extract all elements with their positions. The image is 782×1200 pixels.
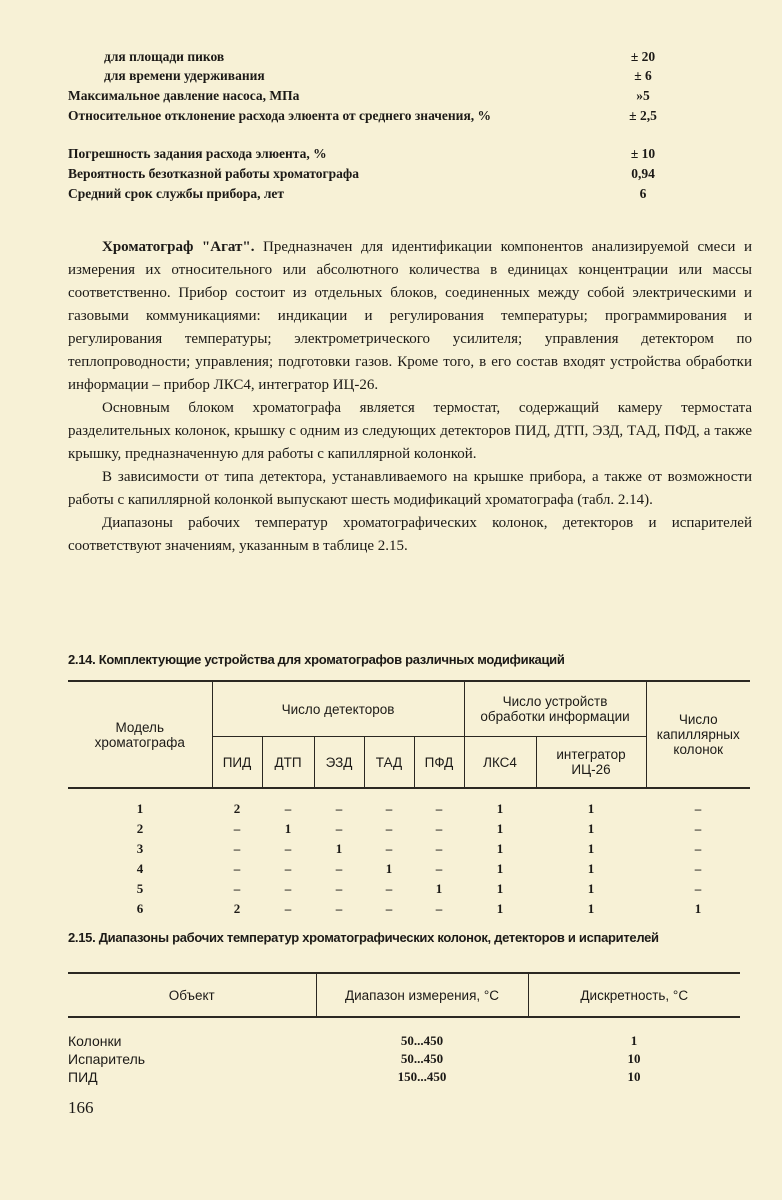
paragraph: В зависимости от типа детектора, устанавливаемого на крышке прибора, а также от возможности работы с капиллярной колонкой выпускают шесть модификаций хроматографа (табл. 2.14). — [68, 469, 752, 508]
table-row — [68, 1032, 740, 1050]
cell: 1 — [496, 901, 504, 916]
body-text — [68, 236, 752, 558]
cell: – — [694, 821, 702, 836]
paragraph — [68, 236, 752, 397]
col-header-detectors: Число детекторов — [212, 681, 464, 737]
paragraph-text: Предназначен для идентификации компонентов анализируемой смеси и измерения их относительного или абсолютного количества в единицах концентрации или массы соответственно. Прибор состоит из отдельных блоков, соединенных между собой электрическими и газовыми коммуникациями: индикации и регулирования температуры; программирования и регулирования температуры; электрометрического усилителя; управления детектором по теплопроводности; управления; подготовки газов. Кроме того, в его состав входят устройства обработки информации – прибор ЛКС4, интегратор ИЦ-26. — [68, 239, 752, 393]
col-header-pid: ПИД — [212, 737, 262, 789]
cell: 1 — [335, 841, 343, 856]
cell: – — [335, 801, 343, 816]
col-header-object: Объект — [68, 973, 316, 1017]
cell: 1 — [587, 841, 595, 856]
cell: – — [385, 841, 393, 856]
spec-label: для времени удерживания — [104, 68, 265, 83]
cell-object: Испаритель — [68, 1051, 146, 1067]
cell: 1 — [587, 801, 595, 816]
cell-model: 3 — [136, 841, 144, 856]
cell: – — [284, 841, 292, 856]
cell: – — [694, 801, 702, 816]
cell: 1 — [630, 1033, 638, 1048]
col-header-pfd: ПФД — [414, 737, 464, 789]
cell: 1 — [385, 861, 393, 876]
cell: – — [385, 821, 393, 836]
table-row — [68, 899, 750, 919]
cell-model: 6 — [136, 901, 144, 916]
cell: – — [385, 881, 393, 896]
table-row — [68, 839, 750, 859]
cell-model: 5 — [136, 881, 144, 896]
cell: – — [435, 861, 443, 876]
cell: – — [335, 861, 343, 876]
cell-model: 2 — [136, 821, 144, 836]
cell: 1 — [496, 881, 504, 896]
col-header-ic26: интегратор ИЦ-26 — [536, 737, 646, 789]
page-number: 166 — [68, 1098, 94, 1117]
spec-value: »5 — [636, 88, 650, 103]
table-row — [68, 1050, 740, 1068]
cell: – — [435, 901, 443, 916]
col-header-model: Модель хроматографа — [68, 681, 212, 788]
cell: 50...450 — [400, 1033, 444, 1048]
paragraph: Диапазоны рабочих температур хроматографических колонок, детекторов и испарителей соответствуют значениям, указанным в таблице 2.15. — [68, 515, 752, 554]
table-2-14 — [68, 680, 750, 919]
cell: – — [284, 861, 292, 876]
cell: 1 — [587, 881, 595, 896]
spec-value: 0,94 — [631, 166, 655, 181]
cell: – — [335, 881, 343, 896]
cell: 2 — [233, 801, 241, 816]
col-header-tad: ТАД — [364, 737, 414, 789]
cell: 1 — [435, 881, 443, 896]
spec-label: Погрешность задания расхода элюента, % — [68, 146, 327, 161]
cell: – — [435, 801, 443, 816]
cell: – — [694, 841, 702, 856]
cell: – — [335, 901, 343, 916]
cell-model: 1 — [136, 801, 144, 816]
cell: – — [284, 801, 292, 816]
col-header-step: Дискретность, °С — [528, 973, 740, 1017]
cell: 1 — [496, 801, 504, 816]
col-header-capillary: Число капиллярных колонок — [646, 681, 750, 788]
cell: 10 — [627, 1051, 641, 1066]
spec-value: 6 — [639, 186, 647, 201]
spec-label: Средний срок службы прибора, лет — [68, 186, 285, 201]
col-header-devices: Число устройств обработки информации — [464, 681, 646, 737]
cell: – — [284, 901, 292, 916]
cell: 1 — [496, 861, 504, 876]
cell: – — [233, 881, 241, 896]
cell: – — [233, 821, 241, 836]
cell: 10 — [627, 1069, 641, 1084]
cell: – — [335, 821, 343, 836]
cell: – — [385, 801, 393, 816]
cell: 1 — [587, 861, 595, 876]
cell: 50...450 — [400, 1051, 444, 1066]
spec-value: ± 10 — [630, 146, 656, 161]
cell: 1 — [284, 821, 292, 836]
table-row — [68, 799, 750, 819]
cell-object: ПИД — [68, 1069, 98, 1085]
col-header-range: Диапазон измерения, °С — [316, 973, 528, 1017]
cell: – — [233, 861, 241, 876]
cell: 1 — [496, 821, 504, 836]
spec-value: ± 20 — [630, 49, 656, 64]
col-header-ezd: ЭЗД — [314, 737, 364, 789]
spec-label: для площади пиков — [104, 49, 225, 64]
cell: 1 — [587, 901, 595, 916]
table-row — [68, 1068, 740, 1086]
cell-object: Колонки — [68, 1033, 122, 1049]
col-header-lks4: ЛКС4 — [464, 737, 536, 789]
paragraph-heading: Хроматограф "Агат". — [102, 239, 255, 255]
cell-model: 4 — [136, 861, 144, 876]
cell: 1 — [496, 841, 504, 856]
table-row — [68, 859, 750, 879]
col-header-dtp: ДТП — [262, 737, 314, 789]
table-row — [68, 879, 750, 899]
table-caption: 2.15. Диапазоны рабочих температур хроматографических колонок, детекторов и испарителей — [68, 930, 659, 945]
cell: – — [435, 821, 443, 836]
cell: 150...450 — [397, 1069, 447, 1084]
cell: 1 — [694, 901, 702, 916]
spec-value: ± 2,5 — [629, 108, 657, 123]
spec-value: ± 6 — [634, 68, 652, 83]
spec-label: Максимальное давление насоса, МПа — [68, 88, 300, 103]
table-2-15 — [68, 972, 740, 1086]
cell: – — [233, 841, 241, 856]
cell: 2 — [233, 901, 241, 916]
spec-label: Вероятность безотказной работы хроматографа — [68, 166, 360, 181]
cell: – — [284, 881, 292, 896]
cell: 1 — [587, 821, 595, 836]
table-caption: 2.14. Комплектующие устройства для хроматографов различных модификаций — [68, 652, 565, 667]
spec-label: Относительное отклонение расхода элюента от среднего значения, % — [68, 108, 491, 123]
cell: – — [435, 841, 443, 856]
cell: – — [694, 881, 702, 896]
cell: – — [385, 901, 393, 916]
table-row — [68, 819, 750, 839]
cell: – — [694, 861, 702, 876]
paragraph: Основным блоком хроматографа является термостат, содержащий камеру термостата разделительных колонок, крышку с одним из следующих детекторов ПИД, ДТП, ЭЗД, ТАД, ПФД, а также крышку, предназначенную для работы с капиллярной колонкой. — [68, 400, 752, 462]
